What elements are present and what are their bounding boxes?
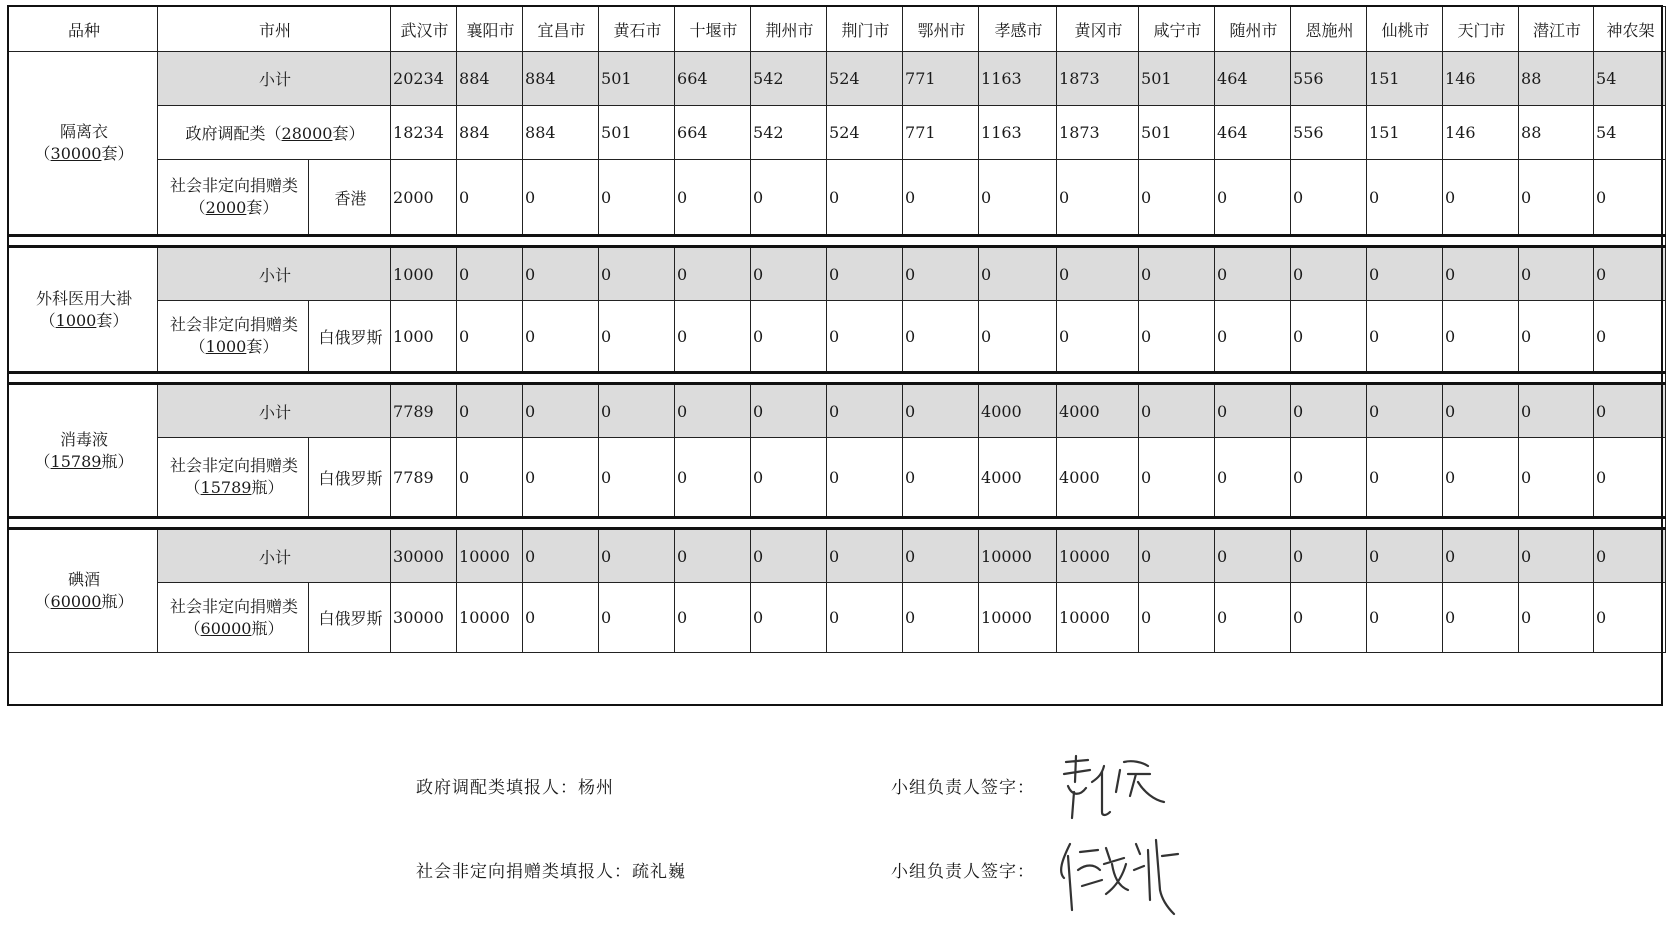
social-donation-row xyxy=(9,301,1666,373)
value-cell: 0 xyxy=(827,583,903,653)
value-cell: 0 xyxy=(1215,301,1291,373)
subtotal-cell: 0 xyxy=(751,247,827,301)
variety-name: 隔离衣 xyxy=(59,122,108,141)
subtotal-label: 小计 xyxy=(158,52,391,106)
value-cell: 0 xyxy=(1519,583,1594,653)
subtotal-cell: 0 xyxy=(1291,247,1367,301)
value-cell: 884 xyxy=(523,106,599,160)
signature-2-image xyxy=(1052,830,1192,916)
subtotal-cell: 0 xyxy=(599,384,675,438)
value-cell: 0 xyxy=(1443,160,1519,236)
value-cell: 524 xyxy=(827,106,903,160)
distribution-table-container xyxy=(8,6,1666,710)
value-cell: 10000 xyxy=(1057,583,1139,653)
subtotal-cell: 10000 xyxy=(979,529,1057,583)
leader-sign-label-1: 小组负责人签字： xyxy=(891,778,1035,798)
label-suffix: 套） xyxy=(246,198,279,217)
donation-source: 白俄罗斯 xyxy=(309,301,391,373)
label-value: 2000 xyxy=(205,198,247,217)
label-line1: 社会非定向捐赠类 xyxy=(169,456,298,475)
subtotal-cell: 0 xyxy=(827,247,903,301)
value-cell: 0 xyxy=(675,583,751,653)
subtotal-cell: 0 xyxy=(1215,247,1291,301)
subtotal-label: 小计 xyxy=(158,384,391,438)
social-donation-row xyxy=(9,160,1666,236)
header-variety: 品种 xyxy=(9,7,158,52)
value-cell: 0 xyxy=(827,301,903,373)
value-cell: 0 xyxy=(1057,160,1139,236)
leader-sign-label-2: 小组负责人签字： xyxy=(891,862,1035,882)
label-prefix: （ xyxy=(189,337,206,356)
value-cell: 0 xyxy=(903,583,979,653)
subtotal-cell: 0 xyxy=(903,529,979,583)
social-donation-label xyxy=(158,583,309,653)
value-cell: 556 xyxy=(1291,106,1367,160)
subtotal-cell: 0 xyxy=(903,384,979,438)
subtotal-cell: 884 xyxy=(457,52,523,106)
variety-cell xyxy=(9,52,158,236)
subtotal-cell: 0 xyxy=(1367,247,1443,301)
subtotal-cell: 1163 xyxy=(979,52,1057,106)
subtotal-cell: 0 xyxy=(599,529,675,583)
value-cell: 151 xyxy=(1367,106,1443,160)
variety-name: 碘酒 xyxy=(67,570,100,589)
variety-total-prefix: （ xyxy=(34,144,51,163)
value-cell: 7789 xyxy=(391,438,457,518)
variety-total-suffix: 套） xyxy=(96,310,129,330)
value-cell: 0 xyxy=(827,438,903,518)
header-city-name: 仙桃市 xyxy=(1367,7,1443,52)
subtotal-cell: 146 xyxy=(1443,52,1519,106)
subtotal-cell: 542 xyxy=(751,52,827,106)
header-city-name: 神农架 xyxy=(1594,7,1666,52)
value-cell: 542 xyxy=(751,106,827,160)
subtotal-cell: 20234 xyxy=(391,52,457,106)
subtotal-cell: 88 xyxy=(1519,52,1594,106)
value-cell: 0 xyxy=(1291,160,1367,236)
subtotal-cell: 54 xyxy=(1594,52,1666,106)
subtotal-cell: 0 xyxy=(523,384,599,438)
value-cell: 501 xyxy=(1139,106,1215,160)
value-cell: 0 xyxy=(457,301,523,373)
subtotal-cell: 524 xyxy=(827,52,903,106)
value-cell: 0 xyxy=(1443,438,1519,518)
value-cell: 0 xyxy=(979,160,1057,236)
value-cell: 0 xyxy=(827,160,903,236)
value-cell: 771 xyxy=(903,106,979,160)
subtotal-cell: 0 xyxy=(1291,384,1367,438)
subtotal-cell: 0 xyxy=(1519,247,1594,301)
value-cell: 0 xyxy=(1443,583,1519,653)
subtotal-cell: 0 xyxy=(979,247,1057,301)
subtotal-label: 小计 xyxy=(158,247,391,301)
label-suffix: 瓶） xyxy=(251,478,284,497)
value-cell: 0 xyxy=(523,438,599,518)
gov-allocation-label xyxy=(158,106,391,160)
value-cell: 0 xyxy=(1139,160,1215,236)
gov-allocation-row xyxy=(9,106,1666,160)
value-cell: 0 xyxy=(903,160,979,236)
donation-source: 香港 xyxy=(309,160,391,236)
value-cell: 0 xyxy=(523,160,599,236)
header-city-name: 随州市 xyxy=(1215,7,1291,52)
value-cell: 664 xyxy=(675,106,751,160)
label-prefix: （ xyxy=(184,618,201,638)
header-city-name: 恩施州 xyxy=(1291,7,1367,52)
value-cell: 0 xyxy=(523,301,599,373)
social-donation-label xyxy=(158,160,309,236)
subtotal-cell: 0 xyxy=(1594,529,1666,583)
header-city-name: 黄石市 xyxy=(599,7,675,52)
label-value: 1000 xyxy=(205,337,247,356)
header-city-name: 咸宁市 xyxy=(1139,7,1215,52)
value-cell: 146 xyxy=(1443,106,1519,160)
subtotal-cell: 0 xyxy=(903,247,979,301)
subtotal-cell: 771 xyxy=(903,52,979,106)
value-cell: 0 xyxy=(1443,301,1519,373)
value-cell: 0 xyxy=(751,583,827,653)
subtotal-cell: 0 xyxy=(1215,384,1291,438)
value-cell: 0 xyxy=(675,301,751,373)
social-donation-row xyxy=(9,438,1666,518)
variety-total-value: 15789 xyxy=(50,451,102,471)
subtotal-cell: 0 xyxy=(675,247,751,301)
social-donation-label xyxy=(158,301,309,373)
value-cell: 0 xyxy=(979,301,1057,373)
value-cell: 0 xyxy=(599,583,675,653)
social-donation-row xyxy=(9,583,1666,653)
subtotal-cell: 0 xyxy=(1215,529,1291,583)
value-cell: 0 xyxy=(1215,160,1291,236)
subtotal-cell: 30000 xyxy=(391,529,457,583)
value-cell: 0 xyxy=(751,160,827,236)
label-line1: 社会非定向捐赠类 xyxy=(169,176,298,195)
header-city-name: 天门市 xyxy=(1443,7,1519,52)
variety-total-suffix: 套） xyxy=(101,144,134,163)
value-cell: 0 xyxy=(1139,438,1215,518)
subtotal-cell: 0 xyxy=(457,247,523,301)
subtotal-cell: 556 xyxy=(1291,52,1367,106)
value-cell: 54 xyxy=(1594,106,1666,160)
value-cell: 0 xyxy=(1594,301,1666,373)
subtotal-cell: 0 xyxy=(827,384,903,438)
variety-total-prefix: （ xyxy=(34,451,51,471)
subtotal-cell: 0 xyxy=(1594,384,1666,438)
label-line1: 社会非定向捐赠类 xyxy=(169,315,298,334)
subtotal-cell: 4000 xyxy=(979,384,1057,438)
subtotal-row xyxy=(9,247,1666,301)
value-cell: 0 xyxy=(457,160,523,236)
value-cell: 0 xyxy=(1367,438,1443,518)
header-city-name: 孝感市 xyxy=(979,7,1057,52)
header-city-name: 十堰市 xyxy=(675,7,751,52)
value-cell: 0 xyxy=(1139,301,1215,373)
social-reporter-text: 社会非定向捐赠类填报人：疏礼巍 xyxy=(416,862,686,882)
value-cell: 0 xyxy=(1139,583,1215,653)
subtotal-cell: 10000 xyxy=(457,529,523,583)
value-cell: 0 xyxy=(675,438,751,518)
value-cell: 1000 xyxy=(391,301,457,373)
value-cell: 0 xyxy=(1291,438,1367,518)
value-cell: 1163 xyxy=(979,106,1057,160)
value-cell: 0 xyxy=(1594,160,1666,236)
subtotal-cell: 0 xyxy=(599,247,675,301)
subtotal-cell: 0 xyxy=(1367,529,1443,583)
table-body xyxy=(9,7,1666,653)
subtotal-cell: 501 xyxy=(1139,52,1215,106)
value-cell: 0 xyxy=(1367,301,1443,373)
variety-total-prefix: （ xyxy=(39,310,56,330)
label-suffix: 套） xyxy=(332,124,365,143)
value-cell: 0 xyxy=(751,301,827,373)
group-separator xyxy=(9,518,1666,529)
variety-cell xyxy=(9,384,158,518)
subtotal-cell: 0 xyxy=(523,529,599,583)
distribution-table xyxy=(8,6,1666,653)
value-cell: 0 xyxy=(1291,583,1367,653)
subtotal-cell: 4000 xyxy=(1057,384,1139,438)
subtotal-cell: 0 xyxy=(1519,384,1594,438)
header-city-name: 荆州市 xyxy=(751,7,827,52)
subtotal-row xyxy=(9,529,1666,583)
value-cell: 10000 xyxy=(457,583,523,653)
value-cell: 0 xyxy=(599,438,675,518)
value-cell: 0 xyxy=(1215,438,1291,518)
label-value: 15789 xyxy=(200,478,252,497)
value-cell: 0 xyxy=(903,301,979,373)
value-cell: 0 xyxy=(523,583,599,653)
subtotal-cell: 10000 xyxy=(1057,529,1139,583)
value-cell: 0 xyxy=(1057,301,1139,373)
header-city-name: 宜昌市 xyxy=(523,7,599,52)
header-city-name: 襄阳市 xyxy=(457,7,523,52)
subtotal-cell: 0 xyxy=(827,529,903,583)
subtotal-cell: 0 xyxy=(1139,247,1215,301)
subtotal-cell: 0 xyxy=(675,384,751,438)
value-cell: 4000 xyxy=(1057,438,1139,518)
value-cell: 464 xyxy=(1215,106,1291,160)
subtotal-cell: 0 xyxy=(675,529,751,583)
value-cell: 0 xyxy=(1519,438,1594,518)
variety-name: 外科医用大褂 xyxy=(35,288,132,308)
value-cell: 0 xyxy=(1594,438,1666,518)
subtotal-cell: 0 xyxy=(751,529,827,583)
subtotal-cell: 0 xyxy=(1139,384,1215,438)
label-value: 60000 xyxy=(200,618,252,638)
donation-source: 白俄罗斯 xyxy=(309,583,391,653)
subtotal-cell: 0 xyxy=(1139,529,1215,583)
label-value: 28000 xyxy=(281,124,333,143)
subtotal-cell: 0 xyxy=(523,247,599,301)
value-cell: 18234 xyxy=(391,106,457,160)
signature-1-image xyxy=(1058,752,1178,824)
value-cell: 4000 xyxy=(979,438,1057,518)
value-cell: 0 xyxy=(1291,301,1367,373)
variety-total-suffix: 瓶） xyxy=(101,451,134,471)
value-cell: 0 xyxy=(1594,583,1666,653)
value-cell: 0 xyxy=(599,160,675,236)
gov-reporter-text: 政府调配类填报人：杨州 xyxy=(416,778,614,798)
header-city: 市州 xyxy=(158,7,391,52)
group-separator xyxy=(9,236,1666,247)
value-cell: 88 xyxy=(1519,106,1594,160)
subtotal-cell: 0 xyxy=(1443,384,1519,438)
subtotal-cell: 0 xyxy=(1519,529,1594,583)
header-row xyxy=(9,7,1666,52)
header-city-name: 武汉市 xyxy=(391,7,457,52)
label-prefix: （ xyxy=(184,478,201,497)
value-cell: 884 xyxy=(457,106,523,160)
subtotal-cell: 0 xyxy=(1367,384,1443,438)
subtotal-cell: 1873 xyxy=(1057,52,1139,106)
value-cell: 0 xyxy=(1519,301,1594,373)
header-city-name: 黄冈市 xyxy=(1057,7,1139,52)
subtotal-cell: 884 xyxy=(523,52,599,106)
label-prefix: （ xyxy=(189,198,206,217)
value-cell: 501 xyxy=(599,106,675,160)
subtotal-label: 小计 xyxy=(158,529,391,583)
value-cell: 0 xyxy=(457,438,523,518)
subtotal-cell: 1000 xyxy=(391,247,457,301)
label-line1: 社会非定向捐赠类 xyxy=(169,596,298,616)
variety-cell xyxy=(9,247,158,373)
donation-source: 白俄罗斯 xyxy=(309,438,391,518)
subtotal-cell: 0 xyxy=(751,384,827,438)
variety-name: 消毒液 xyxy=(59,429,108,449)
value-cell: 0 xyxy=(675,160,751,236)
value-cell: 0 xyxy=(1215,583,1291,653)
subtotal-cell: 0 xyxy=(457,384,523,438)
header-city-name: 潜江市 xyxy=(1519,7,1594,52)
subtotal-row xyxy=(9,384,1666,438)
subtotal-cell: 151 xyxy=(1367,52,1443,106)
subtotal-row xyxy=(9,52,1666,106)
value-cell: 0 xyxy=(599,301,675,373)
variety-cell xyxy=(9,529,158,653)
variety-total-value: 60000 xyxy=(50,592,102,611)
variety-total-suffix: 瓶） xyxy=(101,592,134,611)
social-donation-label xyxy=(158,438,309,518)
value-cell: 0 xyxy=(903,438,979,518)
subtotal-cell: 664 xyxy=(675,52,751,106)
label-suffix: 瓶） xyxy=(251,618,284,638)
value-cell: 1873 xyxy=(1057,106,1139,160)
subtotal-cell: 501 xyxy=(599,52,675,106)
variety-total-value: 30000 xyxy=(50,144,102,163)
subtotal-cell: 0 xyxy=(1594,247,1666,301)
group-separator xyxy=(9,373,1666,384)
subtotal-cell: 0 xyxy=(1443,247,1519,301)
label-suffix: 套） xyxy=(246,337,279,356)
value-cell: 0 xyxy=(1367,583,1443,653)
subtotal-cell: 0 xyxy=(1057,247,1139,301)
header-city-name: 鄂州市 xyxy=(903,7,979,52)
variety-total-prefix: （ xyxy=(34,592,51,611)
value-cell: 2000 xyxy=(391,160,457,236)
subtotal-cell: 0 xyxy=(1291,529,1367,583)
subtotal-cell: 0 xyxy=(1443,529,1519,583)
subtotal-cell: 464 xyxy=(1215,52,1291,106)
value-cell: 0 xyxy=(1367,160,1443,236)
header-city-name: 荆门市 xyxy=(827,7,903,52)
value-cell: 30000 xyxy=(391,583,457,653)
value-cell: 0 xyxy=(1519,160,1594,236)
variety-total-value: 1000 xyxy=(55,310,97,330)
value-cell: 10000 xyxy=(979,583,1057,653)
label-prefix: 政府调配类（ xyxy=(185,124,282,143)
value-cell: 0 xyxy=(751,438,827,518)
subtotal-cell: 7789 xyxy=(391,384,457,438)
